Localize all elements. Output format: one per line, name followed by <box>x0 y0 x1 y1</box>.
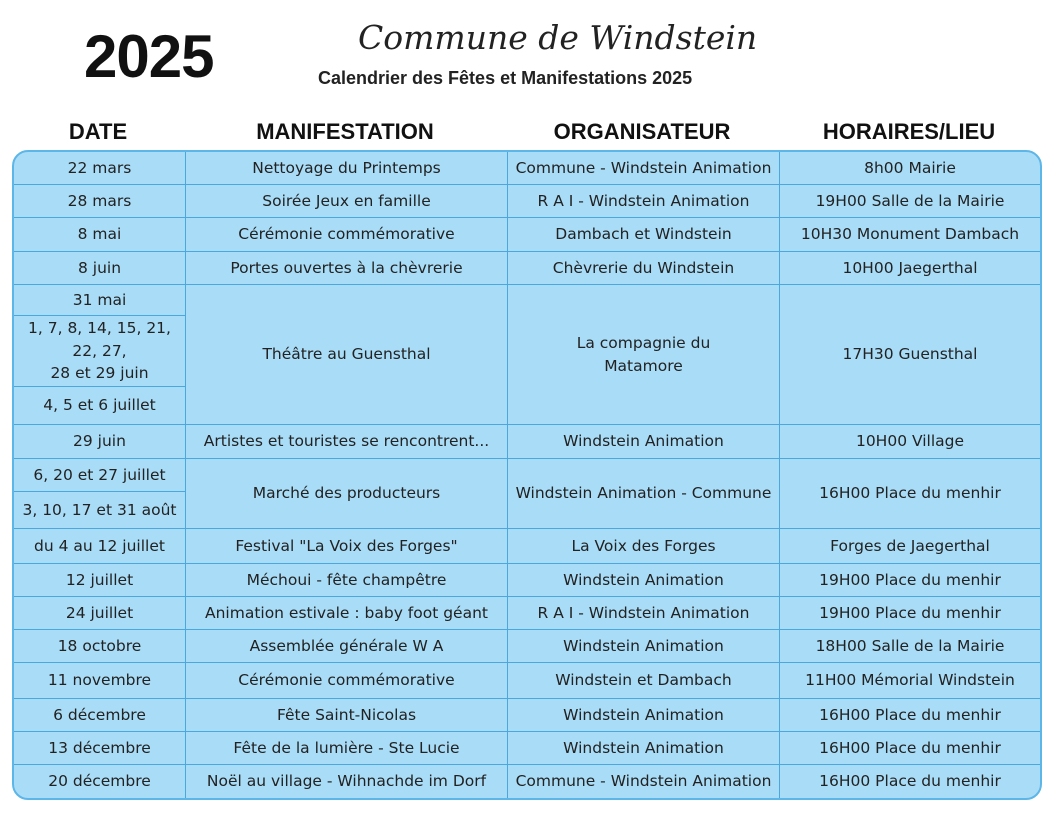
date-cell: 18 octobre <box>14 630 186 663</box>
organizer-cell: R A I - Windstein Animation <box>508 185 780 218</box>
date-cell: 28 mars <box>14 185 186 218</box>
organizer-cell: Windstein Animation <box>508 732 780 765</box>
event-name-cell: Nettoyage du Printemps <box>186 152 508 185</box>
organizer-cell: Windstein Animation <box>508 699 780 732</box>
time-place-cell: 19H00 Place du menhir <box>780 597 1040 630</box>
date-cell: 11 novembre <box>14 663 186 699</box>
time-place-cell: 19H00 Place du menhir <box>780 564 1040 597</box>
date-cell: 22 mars <box>14 152 186 185</box>
organizer-cell: Windstein Animation <box>508 630 780 663</box>
time-place-cell: Forges de Jaegerthal <box>780 529 1040 564</box>
event-name-cell: Artistes et touristes se rencontrent... <box>186 425 508 459</box>
date-cell: 1, 7, 8, 14, 15, 21, 22, 27, 28 et 29 juin <box>14 316 186 387</box>
event-name-cell: Animation estivale : baby foot géant <box>186 597 508 630</box>
time-place-cell: 19H00 Salle de la Mairie <box>780 185 1040 218</box>
event-name-cell: Festival "La Voix des Forges" <box>186 529 508 564</box>
event-name-cell: Fête Saint-Nicolas <box>186 699 508 732</box>
year-title: 2025 <box>84 23 214 90</box>
date-cell: 3, 10, 17 et 31 août <box>14 492 186 529</box>
date-cell: 24 juillet <box>14 597 186 630</box>
date-cell: 8 juin <box>14 252 186 285</box>
organizer-cell: Commune - Windstein Animation <box>508 152 780 185</box>
time-place-cell: 16H00 Place du menhir <box>780 732 1040 765</box>
time-place-cell: 16H00 Place du menhir <box>780 699 1040 732</box>
date-cell: 6, 20 et 27 juillet <box>14 459 186 492</box>
header-organisateur: ORGANISATEUR <box>553 119 731 144</box>
date-cell: 20 décembre <box>14 765 186 798</box>
date-cell: 8 mai <box>14 218 186 252</box>
header-date: DATE <box>68 119 128 144</box>
table-header <box>12 117 1040 147</box>
event-name-cell: Cérémonie commémorative <box>186 218 508 252</box>
time-place-cell: 16H00 Place du menhir <box>780 459 1040 529</box>
event-name-cell: Méchoui - fête champêtre <box>186 564 508 597</box>
date-cell: 31 mai <box>14 285 186 316</box>
time-place-cell: 17H30 Guensthal <box>780 285 1040 425</box>
organizer-cell: Windstein et Dambach <box>508 663 780 699</box>
organizer-cell: Windstein Animation <box>508 564 780 597</box>
date-cell: du 4 au 12 juillet <box>14 529 186 564</box>
commune-title: Commune de Windstein <box>358 18 758 57</box>
calendar-subtitle: Calendrier des Fêtes et Manifestations 2025 <box>318 68 693 88</box>
time-place-cell: 16H00 Place du menhir <box>819 772 1001 791</box>
time-place-cell: 10H00 Jaegerthal <box>780 252 1040 285</box>
organizer-cell: Dambach et Windstein <box>508 218 780 252</box>
time-place-cell: 18H00 Salle de la Mairie <box>780 630 1040 663</box>
time-place-cell: 10H00 Village <box>780 425 1040 459</box>
organizer-cell: Commune - Windstein Animation <box>508 765 780 798</box>
header-manifestation: MANIFESTATION <box>256 119 434 144</box>
organizer-cell: Windstein Animation <box>508 425 780 459</box>
event-name-cell: Assemblée générale W A <box>186 630 508 663</box>
date-cell: 4, 5 et 6 juillet <box>14 387 186 425</box>
event-name-cell: Cérémonie commémorative <box>186 663 508 699</box>
organizer-cell: Chèvrerie du Windstein <box>508 252 780 285</box>
organizer-cell: R A I - Windstein Animation <box>508 597 780 630</box>
event-name-cell: Portes ouvertes à la chèvrerie <box>186 252 508 285</box>
organizer-cell: La compagnie du Matamore <box>508 285 780 425</box>
event-name-cell: Soirée Jeux en famille <box>186 185 508 218</box>
time-place-cell: 11H00 Mémorial Windstein <box>780 663 1040 699</box>
date-cell: 13 décembre <box>14 732 186 765</box>
date-cell: 6 décembre <box>14 699 186 732</box>
date-cell: 29 juin <box>14 425 186 459</box>
event-name-cell: Fête de la lumière - Ste Lucie <box>186 732 508 765</box>
event-name-cell: Noël au village - Wihnachde im Dorf <box>186 765 508 798</box>
time-place-cell: 8h00 Mairie <box>780 152 1040 185</box>
time-place-cell: 10H30 Monument Dambach <box>780 218 1040 252</box>
event-name-cell: Marché des producteurs <box>186 459 508 529</box>
date-cell: 12 juillet <box>14 564 186 597</box>
event-name-cell: Théâtre au Guensthal <box>186 285 508 425</box>
organizer-cell: Windstein Animation - Commune <box>508 459 780 529</box>
events-table <box>12 150 1042 800</box>
header-horaires-lieu: HORAIRES/LIEU <box>822 119 996 144</box>
organizer-cell: La Voix des Forges <box>508 529 780 564</box>
